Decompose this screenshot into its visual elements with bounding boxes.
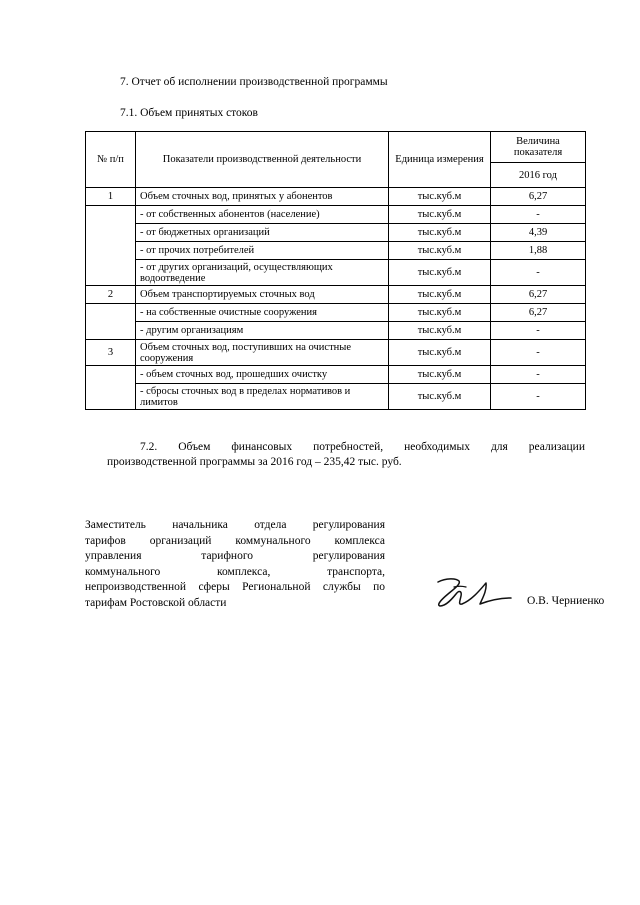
row-indicator: - сбросы сточных вод в пределах нормативов и лимитов: [136, 384, 389, 410]
table-row: [86, 242, 586, 260]
header-year: 2016 год: [491, 163, 586, 188]
row-unit: тыс.куб.м: [389, 260, 491, 286]
row-value: -: [491, 366, 586, 384]
position-line: непроизводственной сферы Региональной службы по: [85, 581, 385, 593]
row-num-empty: [86, 304, 136, 340]
section-title: 7. Отчет об исполнении производственной программы: [120, 76, 388, 88]
table-row: [86, 384, 586, 410]
signature-position: [85, 518, 385, 611]
row-unit: тыс.куб.м: [389, 224, 491, 242]
finance-paragraph: [107, 440, 585, 470]
row-value: 6,27: [491, 188, 586, 206]
row-value: -: [491, 206, 586, 224]
row-value: 1,88: [491, 242, 586, 260]
row-unit: тыс.куб.м: [389, 366, 491, 384]
row-value: -: [491, 260, 586, 286]
handwritten-signature: [432, 575, 514, 609]
row-unit: тыс.куб.м: [389, 206, 491, 224]
position-line: Заместитель начальника отдела регулирования: [85, 519, 385, 531]
table-row: [86, 340, 586, 366]
row-num: 3: [86, 340, 136, 366]
row-num-empty: [86, 206, 136, 286]
row-value: -: [491, 340, 586, 366]
row-unit: тыс.куб.м: [389, 242, 491, 260]
row-value: 6,27: [491, 286, 586, 304]
position-line: коммунального комплекса, транспорта,: [85, 565, 385, 578]
subsection-title: 7.1. Объем принятых стоков: [120, 107, 258, 119]
row-indicator: Объем сточных вод, принятых у абонентов: [136, 188, 389, 206]
row-unit: тыс.куб.м: [389, 286, 491, 304]
position-line: тарифов организаций коммунального комплекса: [85, 534, 385, 547]
row-unit: тыс.куб.м: [389, 322, 491, 340]
table-row: [86, 224, 586, 242]
position-line: тарифам Ростовской области: [85, 596, 227, 609]
row-indicator: - объем сточных вод, прошедших очистку: [136, 366, 389, 384]
row-num-empty: [86, 366, 136, 410]
row-indicator: - от других организаций, осуществляющих водоотведение: [136, 260, 389, 286]
stocks-table: [85, 131, 586, 410]
table-row: [86, 188, 586, 206]
header-num: № п/п: [86, 132, 136, 188]
row-indicator: - от бюджетных организаций: [136, 224, 389, 242]
row-indicator: - от собственных абонентов (население): [136, 206, 389, 224]
row-value: -: [491, 384, 586, 410]
row-indicator: Объем транспортируемых сточных вод: [136, 286, 389, 304]
signatory-name: О.В. Черниенко: [527, 595, 605, 607]
row-indicator: - от прочих потребителей: [136, 242, 389, 260]
table-row: [86, 366, 586, 384]
row-num: 1: [86, 188, 136, 206]
finance-line-2: производственной программы за 2016 год – 235,42 тыс. руб.: [107, 456, 402, 468]
position-line: управления тарифного регулирования: [85, 550, 385, 562]
table-row: [86, 322, 586, 340]
row-unit: тыс.куб.м: [389, 188, 491, 206]
row-num: 2: [86, 286, 136, 304]
table-row: [86, 206, 586, 224]
row-indicator: - на собственные очистные сооружения: [136, 304, 389, 322]
row-value: -: [491, 322, 586, 340]
table-row: [86, 304, 586, 322]
row-indicator: - другим организациям: [136, 322, 389, 340]
table-row: [86, 260, 586, 286]
row-value: 4,39: [491, 224, 586, 242]
header-indicator: Показатели производственной деятельности: [136, 132, 389, 188]
table-row: [86, 286, 586, 304]
row-indicator: Объем сточных вод, поступивших на очистные сооружения: [136, 340, 389, 366]
row-unit: тыс.куб.м: [389, 340, 491, 366]
finance-line-1: 7.2. Объем финансовых потребностей, необходимых для реализации: [140, 441, 585, 453]
header-unit: Единица измерения: [389, 132, 491, 188]
row-unit: тыс.куб.м: [389, 304, 491, 322]
header-value: Величина показателя: [491, 132, 586, 163]
row-unit: тыс.куб.м: [389, 384, 491, 410]
row-value: 6,27: [491, 304, 586, 322]
